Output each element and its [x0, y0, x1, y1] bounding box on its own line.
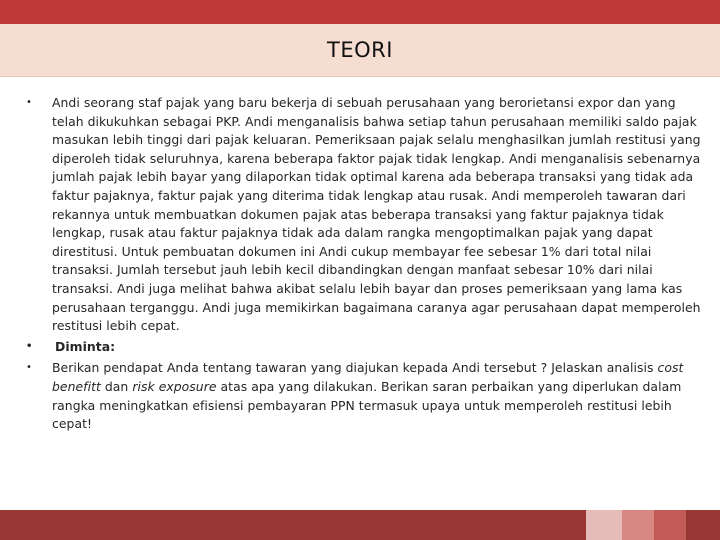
- question-paragraph: [26, 359, 708, 433]
- bullet-icon: •: [26, 340, 33, 352]
- top-accent-bar: [0, 0, 720, 24]
- term-cost-benefit: cost benefitt: [52, 360, 684, 394]
- case-text: Andi seorang staf pajak yang baru bekerja di sebuah perusahaan yang berorietansi expor dan yang telah dikukuhkan sebagai PKP. Andi menganalisis bahwa setiap tahun perusahaan memiliki saldo pajak masukan lebih tinggi dari pajak keluaran. Pemeriksaan pajak selalu menghasilkan jumlah restitusi yang diperoleh tidak seluruhnya, karena beberapa faktor pajak tidak lengkap. Andi menganalisis sebenarnya jumlah pajak lebih bayar yang dilaporkan tidak optimal karena ada beberapa transaksi yang tidak ada faktur pajaknya, faktur pajak yang diterima tidak lengkap atau rusak. Andi memperoleh tawaran dari rekannya untuk membuatkan dokumen pajak atas beberapa transaksi yang faktur pajaknya tidak lengkap, rusak atau faktur pajaknya tidak ada dalam rangka mengoptimalkan pajak yang dapat direstitusi. Untuk pembuatan dokumen ini Andi cukup membayar fee sebesar 1% dari total nilai transaksi. Jumlah tersebut jauh lebih kecil dibandingkan dengan manfaat sebesar 10% dari nilai transaksi. Andi juga melihat bahwa akibat selalu lebih bayar dan proses pemeriksaan yang lama kas perusahaan terganggu. Andi juga memikirkan bagaimana caranya agar perusahaan dapat memperoleh restitusi lebih cepat.: [52, 95, 701, 334]
- slide-title: TEORI: [327, 38, 393, 62]
- term-risk-exposure: risk exposure: [132, 378, 217, 394]
- diminta-label: Diminta:: [55, 338, 116, 354]
- bullet-icon: •: [26, 362, 32, 374]
- question-text-3: atas apa yang dilakukan. Berikan saran perbaikan yang diperlukan dalam rangka meningkatkan efisiensi pembayaran PPN termasuk upaya untuk memperoleh restitusi lebih cepat!: [52, 378, 682, 432]
- decor-square-2: [622, 510, 654, 540]
- title-band: [0, 24, 720, 77]
- bullet-icon: •: [26, 97, 32, 108]
- decor-square-1: [586, 510, 622, 540]
- question-text-2: dan: [100, 378, 133, 394]
- question-text-1: Berikan pendapat Anda tentang tawaran yang diajukan kepada Andi tersebut ? Jelaskan analisis: [52, 360, 658, 376]
- decor-square-3: [654, 510, 686, 540]
- decor-square-4: [686, 510, 720, 540]
- diminta-heading: [26, 338, 708, 357]
- slide-content: [26, 94, 708, 434]
- case-paragraph: [26, 94, 708, 336]
